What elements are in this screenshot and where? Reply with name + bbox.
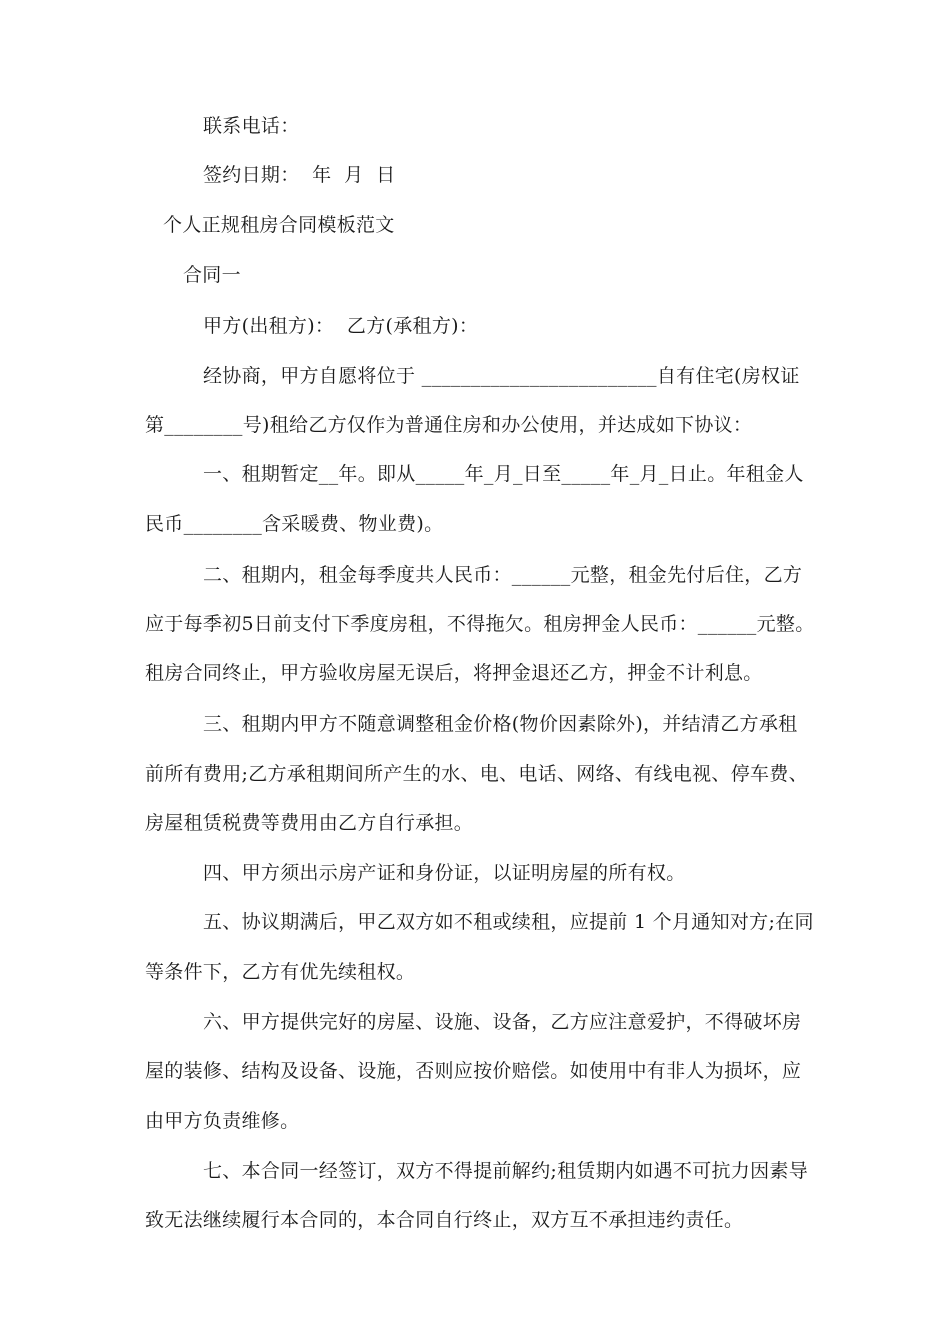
sign-date-label: 签约日期： 年 月 日: [203, 164, 396, 186]
clause-6-line: 由甲方负责维修。: [145, 1110, 300, 1132]
clause-3-line: 房屋租赁税费等费用由乙方自行承担。: [145, 812, 474, 834]
contract-label: 合同一: [183, 264, 241, 286]
clause-1-line: 一、租期暂定__年。即从_____年_月_日至_____年_月_日止。年租金人: [203, 463, 804, 485]
clause-7-line: 七、本合同一经签订，双方不得提前解约;租赁期内如遇不可抗力因素导: [203, 1160, 809, 1182]
clause-5-line: 五、协议期满后，甲乙双方如不租或续租，应提前 1 个月通知对方;在同: [203, 911, 814, 933]
intro-line: 第________号)租给乙方仅作为普通住房和办公使用，并达成如下协议：: [145, 414, 753, 436]
clause-1-line: 民币________含采暖费、物业费)。: [145, 513, 444, 535]
intro-line: 经协商，甲方自愿将位于 ________________________自有住宅(房权证: [203, 365, 800, 387]
clause-3-line: 前所有费用;乙方承租期间所产生的水、电、电话、网络、有线电视、停车费、: [145, 763, 808, 785]
clause-3-line: 三、租期内甲方不随意调整租金价格(物价因素除外)，并结清乙方承租: [203, 713, 798, 735]
clause-5-line: 等条件下，乙方有优先续租权。: [145, 961, 416, 983]
clause-4-line: 四、甲方须出示房产证和身份证，以证明房屋的所有权。: [203, 862, 686, 884]
clause-2-line: 应于每季初5日前支付下季度房租，不得拖欠。租房押金人民币：______元整。: [145, 613, 815, 635]
clause-6-line: 屋的装修、结构及设备、设施，否则应按价赔偿。如使用中有非人为损坏，应: [145, 1060, 802, 1082]
clause-7-line: 致无法继续履行本合同的，本合同自行终止，双方互不承担违约责任。: [145, 1209, 744, 1231]
parties-line: 甲方(出租方)： 乙方(承租方)：: [203, 315, 479, 337]
document-title: 个人正规租房合同模板范文: [163, 214, 395, 236]
clause-6-line: 六、甲方提供完好的房屋、设施、设备，乙方应注意爱护，不得破坏房: [203, 1011, 802, 1033]
clause-2-line: 二、租期内，租金每季度共人民币：______元整，租金先付后住，乙方: [203, 564, 803, 586]
contact-phone-label: 联系电话：: [203, 115, 300, 137]
clause-2-line: 租房合同终止，甲方验收房屋无误后，将押金退还乙方，押金不计利息。: [145, 662, 763, 684]
